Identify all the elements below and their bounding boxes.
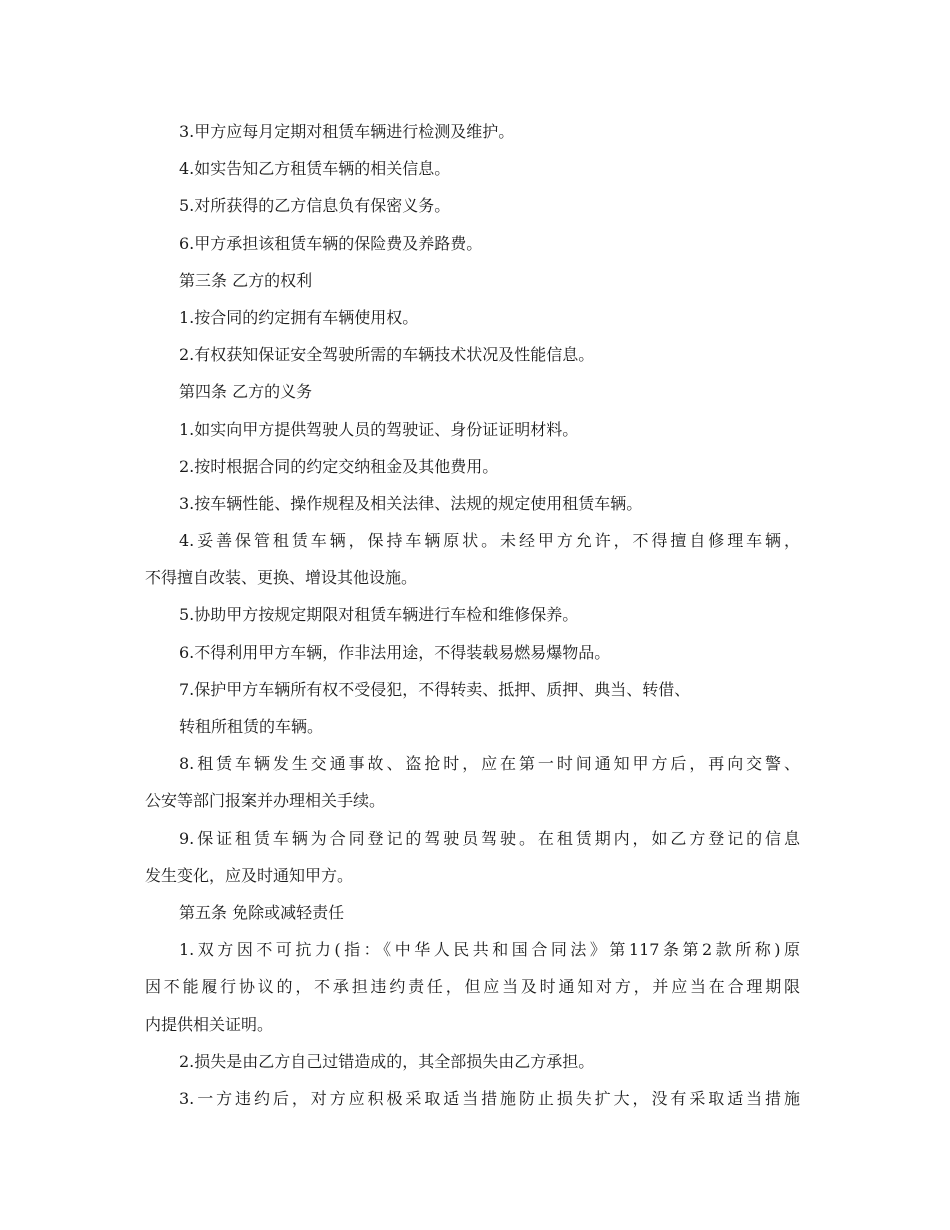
paragraph-line: 公安等部门报案并办理相关手续。 [145, 791, 386, 811]
paragraph-line: 2.损失是由乙方自己过错造成的，其全部损失由乙方承担。 [179, 1051, 595, 1071]
paragraph-line: 内提供相关证明。 [145, 1014, 274, 1034]
paragraph-line: 1.如实向甲方提供驾驶人员的驾驶证、身份证证明材料。 [179, 419, 579, 439]
section-heading: 第五条 免除或减轻责任 [179, 902, 345, 922]
paragraph-line: 8.租赁车辆发生交通事故、盗抢时，应在第一时间通知甲方后，再向交警、 [179, 754, 800, 774]
paragraph-line: 5.协助甲方按规定期限对租赁车辆进行车检和维修保养。 [179, 605, 579, 625]
paragraph-line: 发生变化，应及时通知甲方。 [145, 865, 354, 885]
paragraph-line: 7.保护甲方车辆所有权不受侵犯，不得转卖、抵押、质押、典当、转借、 [179, 679, 691, 699]
paragraph-line: 1.按合同的约定拥有车辆使用权。 [179, 307, 419, 327]
paragraph-line: 9.保证租赁车辆为合同登记的驾驶员驾驶。在租赁期内，如乙方登记的信息 [179, 828, 800, 848]
paragraph-line: 4.妥善保管租赁车辆，保持车辆原状。未经甲方允许，不得擅自修理车辆， [179, 531, 800, 551]
paragraph-line: 6.不得利用甲方车辆，作非法用途，不得装载易燃易爆物品。 [179, 642, 611, 662]
paragraph-line: 因不能履行协议的，不承担违约责任，但应当及时通知对方，并应当在合理期限 [145, 977, 800, 997]
paragraph-line: 4.如实告知乙方租赁车辆的相关信息。 [179, 159, 451, 179]
paragraph-line: 不得擅自改装、更换、增设其他设施。 [145, 568, 418, 588]
paragraph-line: 1.双方因不可抗力(指：《中华人民共和国合同法》第117条第2款所称)原 [179, 940, 800, 960]
paragraph-line: 6.甲方承担该租赁车辆的保险费及养路费。 [179, 233, 483, 253]
paragraph-line: 3.一方违约后，对方应积极采取适当措施防止损失扩大，没有采取适当措施 [179, 1088, 800, 1108]
paragraph-line: 2.有权获知保证安全驾驶所需的车辆技术状况及性能信息。 [179, 345, 595, 365]
paragraph-line: 转租所租赁的车辆。 [179, 717, 324, 736]
contract-body [145, 113, 800, 1117]
section-heading: 第三条 乙方的权利 [179, 270, 313, 290]
paragraph-line: 3.按车辆性能、操作规程及相关法律、法规的规定使用租赁车辆。 [179, 493, 643, 513]
section-heading: 第四条 乙方的义务 [179, 382, 313, 402]
paragraph-line: 3.甲方应每月定期对租赁车辆进行检测及维护。 [179, 122, 515, 141]
paragraph-line: 2.按时根据合同的约定交纳租金及其他费用。 [179, 456, 499, 476]
paragraph-line: 5.对所获得的乙方信息负有保密义务。 [179, 196, 451, 216]
